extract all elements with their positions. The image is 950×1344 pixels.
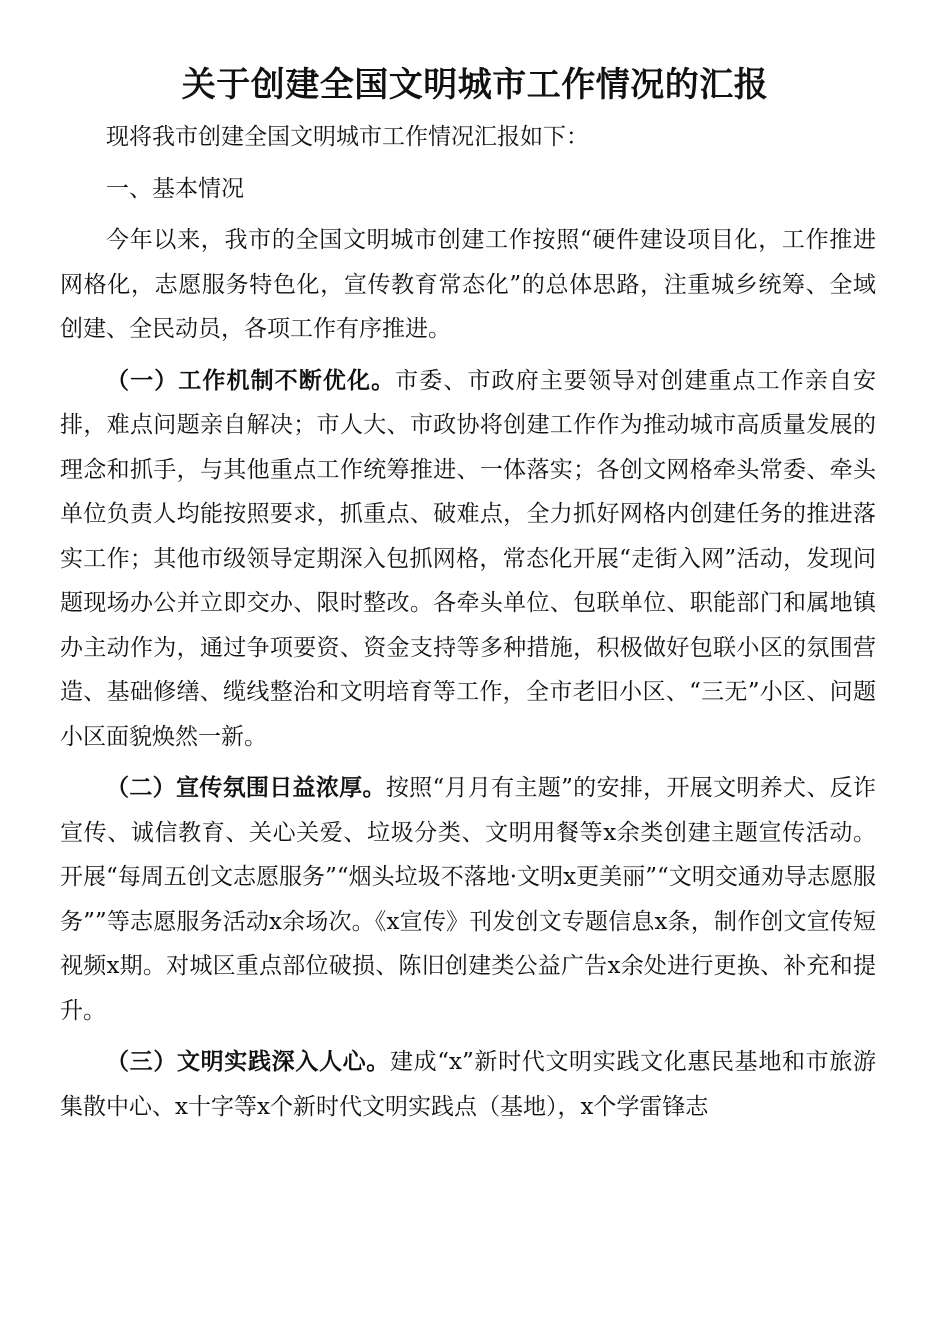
document-body xyxy=(60,115,876,1136)
item-lead-2: （二）宣传氛围日益浓厚。 xyxy=(106,774,386,801)
item-lead-1: （一）工作机制不断优化。 xyxy=(106,366,396,394)
overview-paragraph: 今年以来，我市的全国文明城市创建工作按照“硬件建设项目化，工作推进网格化，志愿服务特色化，宣传教育常态化”的总体思路，注重城乡统筹、全域创建、全民动员，各项工作有序推进。 xyxy=(60,227,876,342)
item-paragraph-1 xyxy=(60,359,876,760)
document-title: 关于创建全国文明城市工作情况的汇报 xyxy=(181,65,769,105)
item-paragraph-2 xyxy=(60,766,876,1033)
item-text-1: 市委、市政府主要领导对创建重点工作亲自安排，难点问题亲自解决；市人大、市政协将创建工作作为推动城市高质量发展的理念和抓手，与其他重点工作统筹推进、一体落实；各创文网格牵头常委、牵头单位负责人均能按照要求，抓重点、破难点，全力抓好网格内创建任务的推进落实工作；其他市级领导定期深入包抓网格，常态化开展“走街入网”活动，发现问题现场办公并立即交办、限时整改。各牵头单位、包联单位、职能部门和属地镇办主动作为，通过争项要资、资金支持等多种措施，积极做好包联小区的氛围营造、基础修缮、缆线整治和文明培育等工作，全市老旧小区、“三无”小区、问题小区面貌焕然一新。 xyxy=(60,367,877,750)
item-paragraph-3 xyxy=(60,1040,876,1129)
section-heading: 一、基本情况 xyxy=(106,175,244,202)
intro-paragraph: 现将我市创建全国文明城市工作情况汇报如下： xyxy=(106,124,589,150)
item-text-2: 按照“月月有主题”的安排，开展文明养犬、反诈宣传、诚信教育、关心关爱、垃圾分类、文明用餐等x余类创建主题宣传活动。开展“每周五创文志愿服务”“烟头垃圾不落地·文明x更美丽”“文明交通劝导志愿服务””等志愿服务活动x余场次。《x宣传》刊发创文专题信息x条，制作创文宣传短视频x期。对城区重点部位破损、陈旧创建类公益广告x余处进行更换、补充和提升。 xyxy=(60,775,876,1024)
item-lead-3: （三）文明实践深入人心。 xyxy=(106,1048,390,1075)
item-text-3: 建成“x”新时代文明实践文化惠民基地和市旅游集散中心、x十字等x个新时代文明实践点（基地），x个学雷锋志 xyxy=(60,1049,876,1120)
